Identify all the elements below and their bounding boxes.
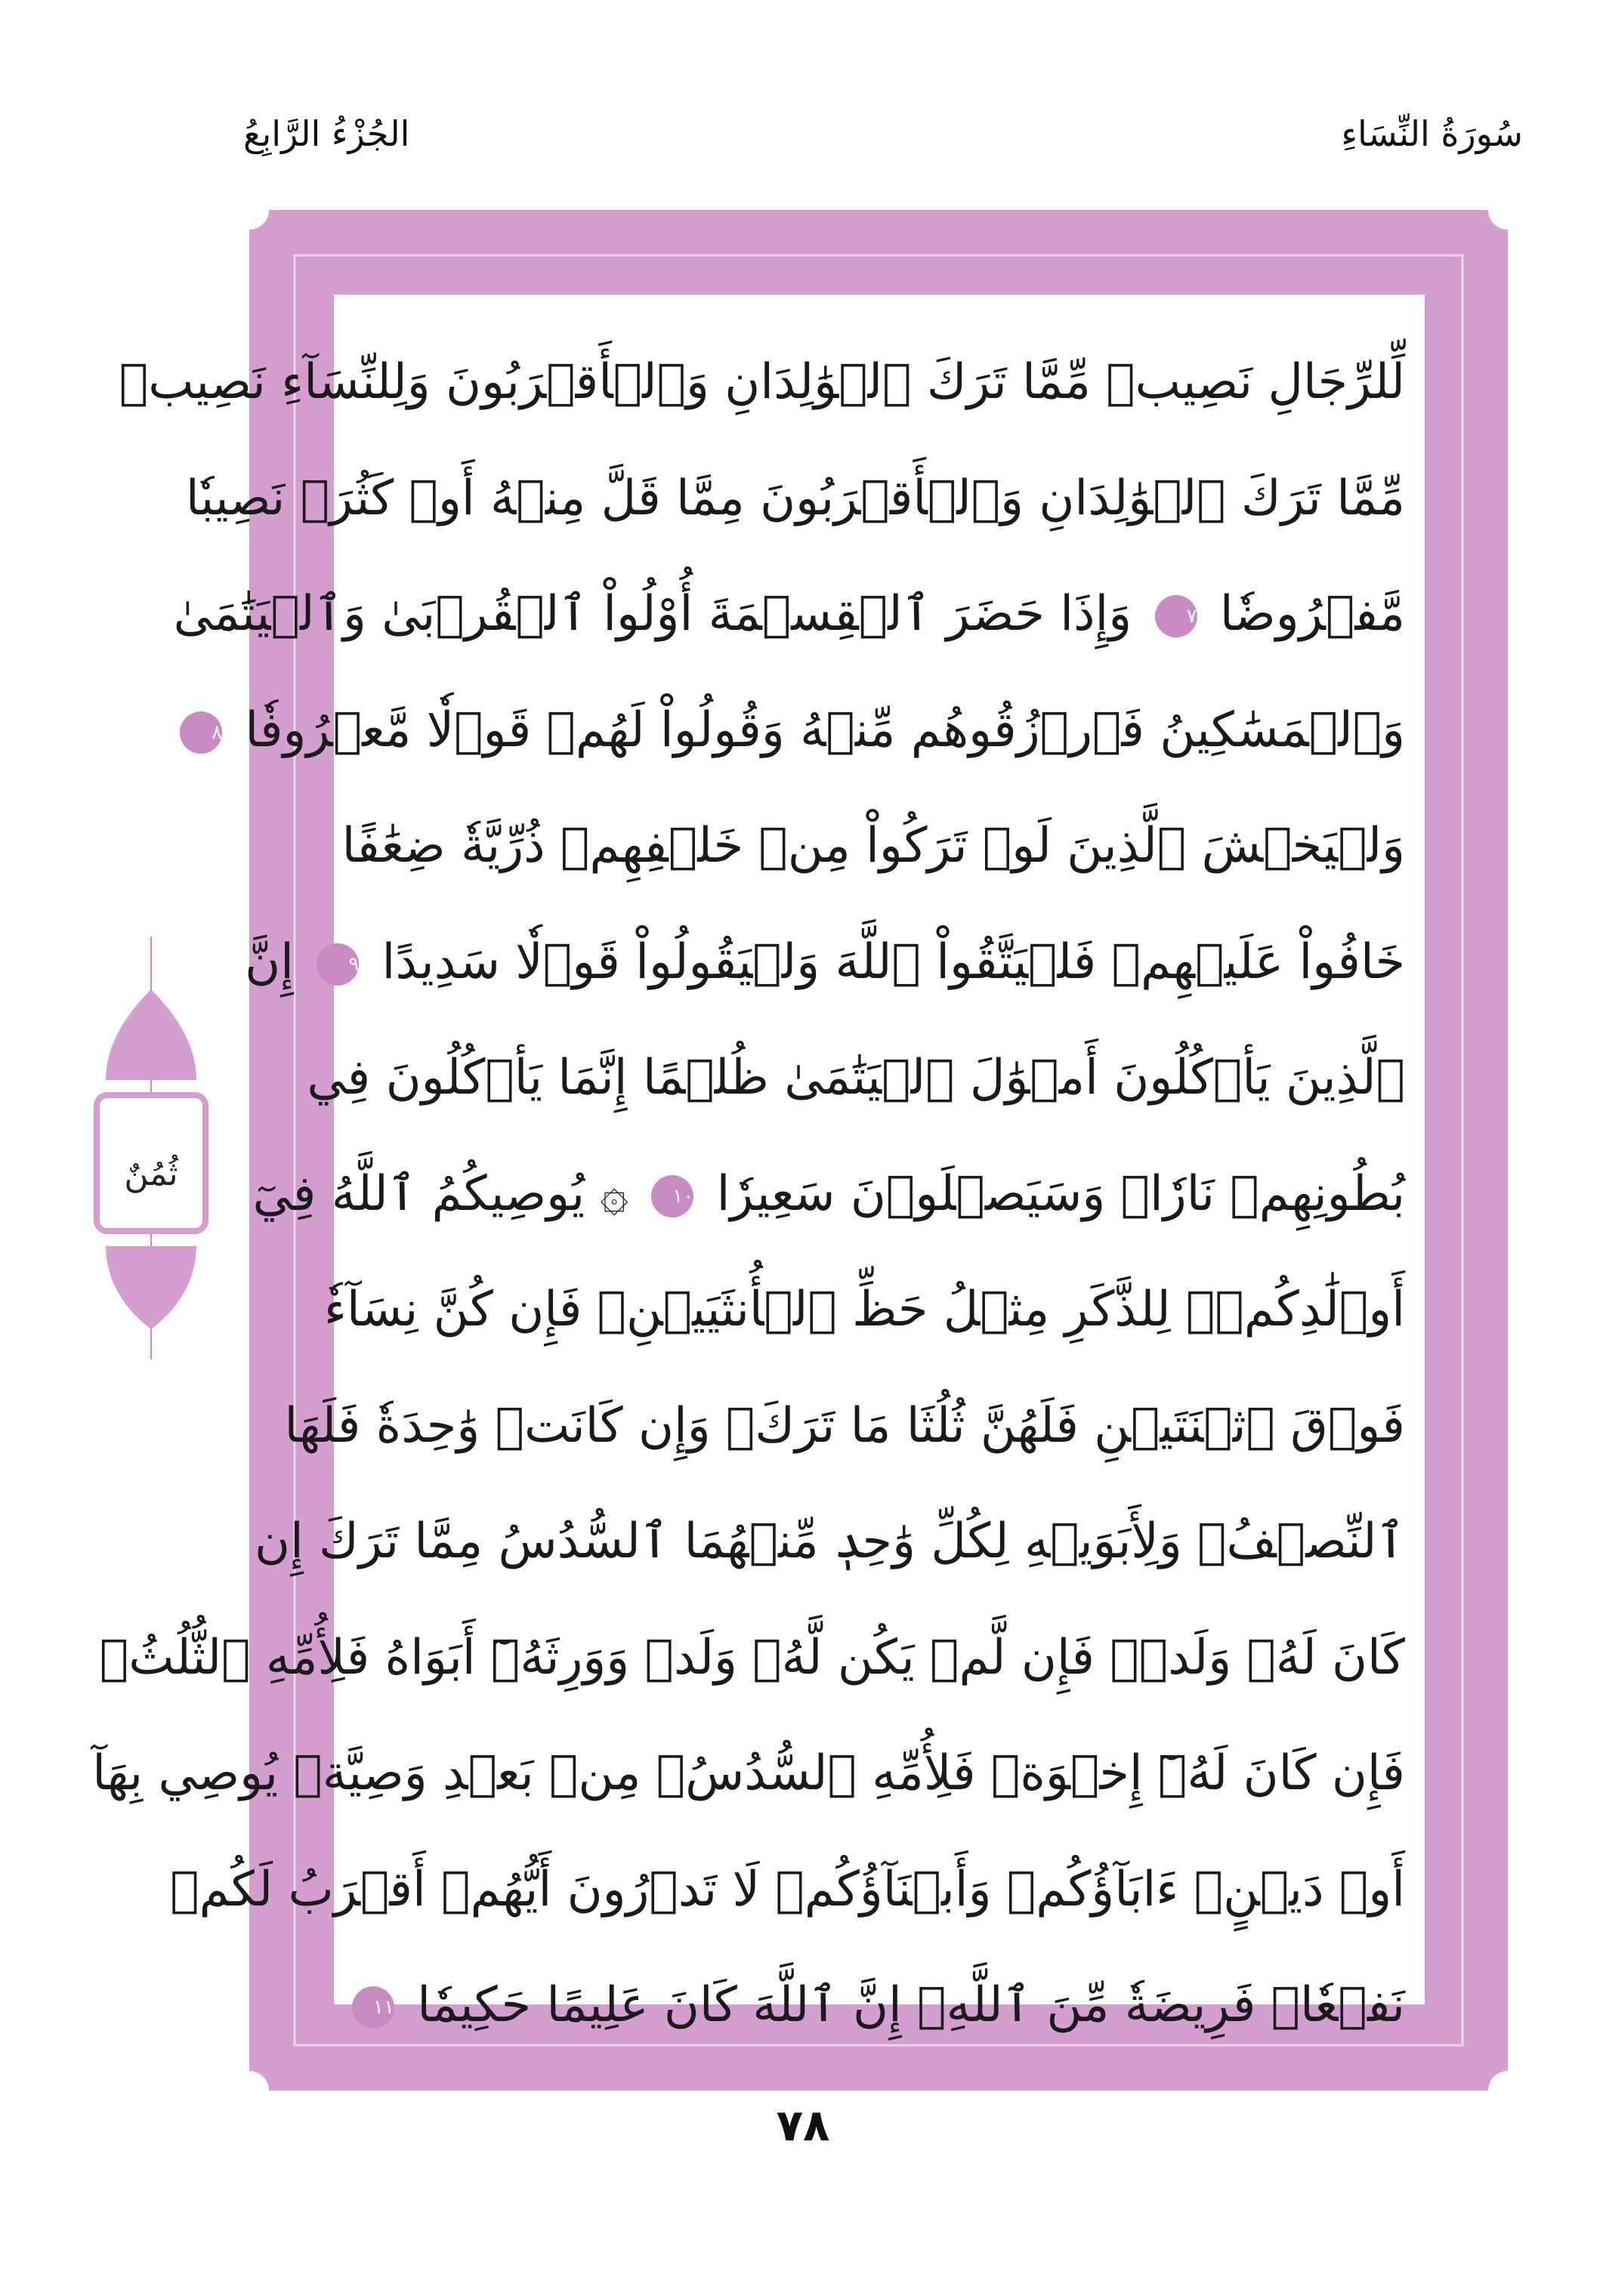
verse-line (284, 1369, 1405, 1485)
verse-line (252, 1137, 1405, 1253)
verse-line (173, 557, 1405, 673)
verse-text: وَإِذَا حَضَرَ ٱلۡقِسۡمَةَ أُوْلُواْ ٱلۡقُرۡبَىٰ وَٱلۡيَتَٰمَىٰ (173, 586, 1147, 642)
verse-text: وَٱلۡمَسَٰكِينُ فَٱرۡزُقُوهُم مِّنۡهُ وَقُولُواْ لَهُمۡ قَوۡلٗا مَّعۡرُوفٗا (230, 702, 1405, 758)
ayah-number-marker: ١٠ (651, 1175, 693, 1217)
verse-text: بُطُونِهِمۡ نَارٗاۖ وَسَيَصۡلَوۡنَ سَعِيرٗا (701, 1165, 1405, 1222)
ayah-number-marker: ١١ (352, 1986, 394, 2029)
verse-text: خَافُواْ عَلَيۡهِمۡ فَلۡيَتَّقُواْ ٱللَّهَ وَلۡيَقُولُواْ قَوۡلٗا سَدِيدًا (366, 934, 1405, 990)
verse-line (255, 1484, 1405, 1600)
ayah-number-marker: ٩ (317, 943, 359, 986)
verse-line (99, 1600, 1405, 1717)
verse-text: ٱلنِّصۡفُۚ وَلِأَبَوَيۡهِ لِكُلِّ وَٰحِدٖ مِّنۡهُمَا ٱلسُّدُسُ مِمَّا تَرَكَ إِن (255, 1514, 1405, 1569)
verse-line (245, 905, 1405, 1021)
verse-text: أَوۡ دَيۡنٍۗ ءَابَآؤُكُمۡ وَأَبۡنَآؤُكُمۡ لَا تَدۡرُونَ أَيُّهُمۡ أَقۡرَبُ لَكُمۡ (170, 1861, 1405, 1918)
juz-title: الجُزْءُ الرَّابِعُ (243, 113, 410, 154)
verse-text: إِنَّ (245, 934, 310, 990)
verse-line (119, 325, 1405, 441)
verse-text: ۞ يُوصِيكُمُ ٱللَّهُ فِيٓ (252, 1165, 644, 1222)
verse-text: فَإِن كَانَ لَهُۥٓ إِخۡوَةٞ فَلِأُمِّهِ ٱلسُّدُسُۚ مِنۢ بَعۡدِ وَصِيَّةٖ يُوصِي بِهَآ (92, 1745, 1405, 1801)
verse-text: كَانَ لَهُۥ وَلَدٞۚ فَإِن لَّمۡ يَكُن لَّهُۥ وَلَدٞ وَوَرِثَهُۥٓ أَبَوَاهُ فَلِأُمِّهِ ٱلثُّلُثُۚ (99, 1629, 1405, 1686)
verse-text: وَلۡيَخۡشَ ٱلَّذِينَ لَوۡ تَرَكُواْ مِنۡ خَلۡفِهِمۡ ذُرِّيَّةٗ ضِعَٰفًا (341, 818, 1405, 874)
thumun-label: ثُمُنٌ (124, 1155, 178, 1193)
verse-line (341, 788, 1405, 905)
page-number: ٧٨ (776, 2100, 830, 2151)
verse-line (170, 1832, 1405, 1949)
verse-line (307, 1020, 1405, 1137)
verse-text: لِّلرِّجَالِ نَصِيبٞ مِّمَّا تَرَكَ ٱلۡوَٰلِدَانِ وَٱلۡأَقۡرَبُونَ وَلِلنِّسَآءِ نَصِيبٞ (119, 354, 1405, 410)
verse-line (354, 1948, 1405, 2064)
verse-text: ٱلَّذِينَ يَأۡكُلُونَ أَمۡوَٰلَ ٱلۡيَتَٰمَىٰ ظُلۡمًا إِنَّمَا يَأۡكُلُونَ فِي (307, 1050, 1405, 1106)
verse-text: مِّمَّا تَرَكَ ٱلۡوَٰلِدَانِ وَٱلۡأَقۡرَبُونَ مِمَّا قَلَّ مِنۡهُ أَوۡ كَثُرَۚ نَصِيبٗا (185, 470, 1405, 526)
thumun-marker (83, 937, 219, 1359)
verse-line (92, 1716, 1405, 1832)
verse-line (323, 1252, 1405, 1369)
ayah-number-marker: ٨ (180, 711, 222, 754)
ayah-number-marker: ٧ (1155, 595, 1197, 637)
verse-text: نَفۡعٗاۚ فَرِيضَةٗ مِّنَ ٱللَّهِۗ إِنَّ ٱللَّهَ كَانَ عَلِيمًا حَكِيمٗا (401, 1977, 1405, 2033)
verse-text: فَوۡقَ ٱثۡنَتَيۡنِ فَلَهُنَّ ثُلُثَا مَا تَرَكَۖ وَإِن كَانَتۡ وَٰحِدَةٗ فَلَهَا (284, 1397, 1405, 1454)
verse-line (185, 441, 1405, 557)
verse-text: أَوۡلَٰدِكُمۡۖ لِلذَّكَرِ مِثۡلُ حَظِّ ٱلۡأُنثَيَيۡنِۚ فَإِن كُنَّ نِسَآءٗ (323, 1282, 1405, 1338)
verse-text: مَّفۡرُوضٗا (1204, 586, 1405, 642)
surah-title: سُورَةُ النِّسَاءِ (1341, 113, 1523, 154)
verse-line (212, 673, 1405, 789)
